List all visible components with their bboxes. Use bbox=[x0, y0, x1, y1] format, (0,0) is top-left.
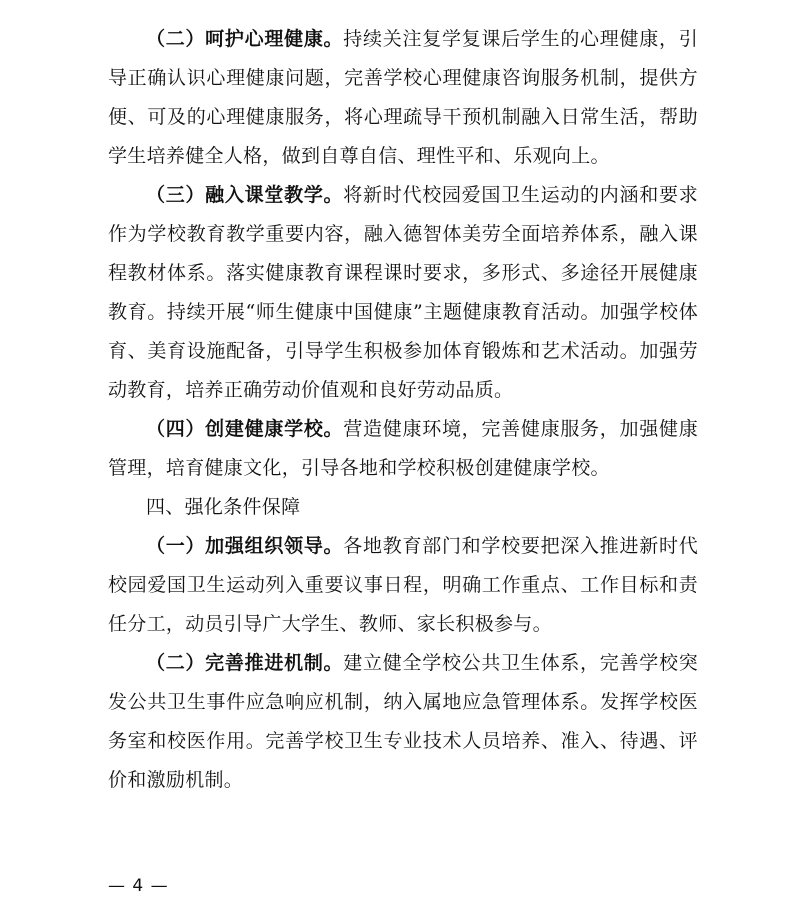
paragraph-lead: （二）呵护心理健康。 bbox=[146, 28, 344, 50]
paragraph-lead: （三）融入课堂教学。 bbox=[146, 184, 344, 206]
paragraph-care-mental-health bbox=[108, 20, 698, 176]
document-body bbox=[108, 20, 698, 800]
paragraph-lead: （一）加强组织领导。 bbox=[146, 535, 344, 557]
paragraph-mechanism bbox=[108, 644, 698, 800]
paragraph-leadership bbox=[108, 527, 698, 644]
paragraph-text: 营造健康环境，完善健康服务，加强健康管理，培育健康文化，引导各地和学校积极创建健康学校。 bbox=[108, 418, 698, 479]
paragraph-text: 各地教育部门和学校要把深入推进新时代校园爱国卫生运动列入重要议事日程，明确工作重点、工作目标和责任分工，动员引导广大学生、教师、家长积极参与。 bbox=[108, 535, 698, 635]
paragraph-lead: （二）完善推进机制。 bbox=[146, 652, 344, 674]
paragraph-text: 建立健全学校公共卫生体系，完善学校突发公共卫生事件应急响应机制，纳入属地应急管理体系。发挥学校医务室和校医作用。完善学校卫生专业技术人员培养、准入、待遇、评价和激励机制。 bbox=[108, 652, 698, 791]
paragraph-text: 持续关注复学复课后学生的心理健康，引导正确认识心理健康问题，完善学校心理健康咨询服务机制，提供方便、可及的心理健康服务，将心理疏导干预机制融入日常生活，帮助学生培养健全人格，做到自尊自信、理性平和、乐观向上。 bbox=[108, 28, 698, 167]
paragraph-healthy-schools bbox=[108, 410, 698, 488]
paragraph-lead: （四）创建健康学校。 bbox=[146, 418, 344, 440]
page-number: — 4 — bbox=[108, 876, 169, 896]
section-heading: 四、强化条件保障 bbox=[146, 496, 301, 518]
paragraph-classroom-teaching bbox=[108, 176, 698, 410]
paragraph-text: 将新时代校园爱国卫生运动的内涵和要求作为学校教育教学重要内容，融入德智体美劳全面培养体系，融入课程教材体系。落实健康教育课程课时要求，多形式、多途径开展健康教育。持续开展“师生健康中国健康”主题健康教育活动。加强学校体育、美育设施配备，引导学生积极参加体育锻炼和艺术活动。加强劳动教育，培养正确劳动价值观和良好劳动品质。 bbox=[108, 184, 698, 401]
